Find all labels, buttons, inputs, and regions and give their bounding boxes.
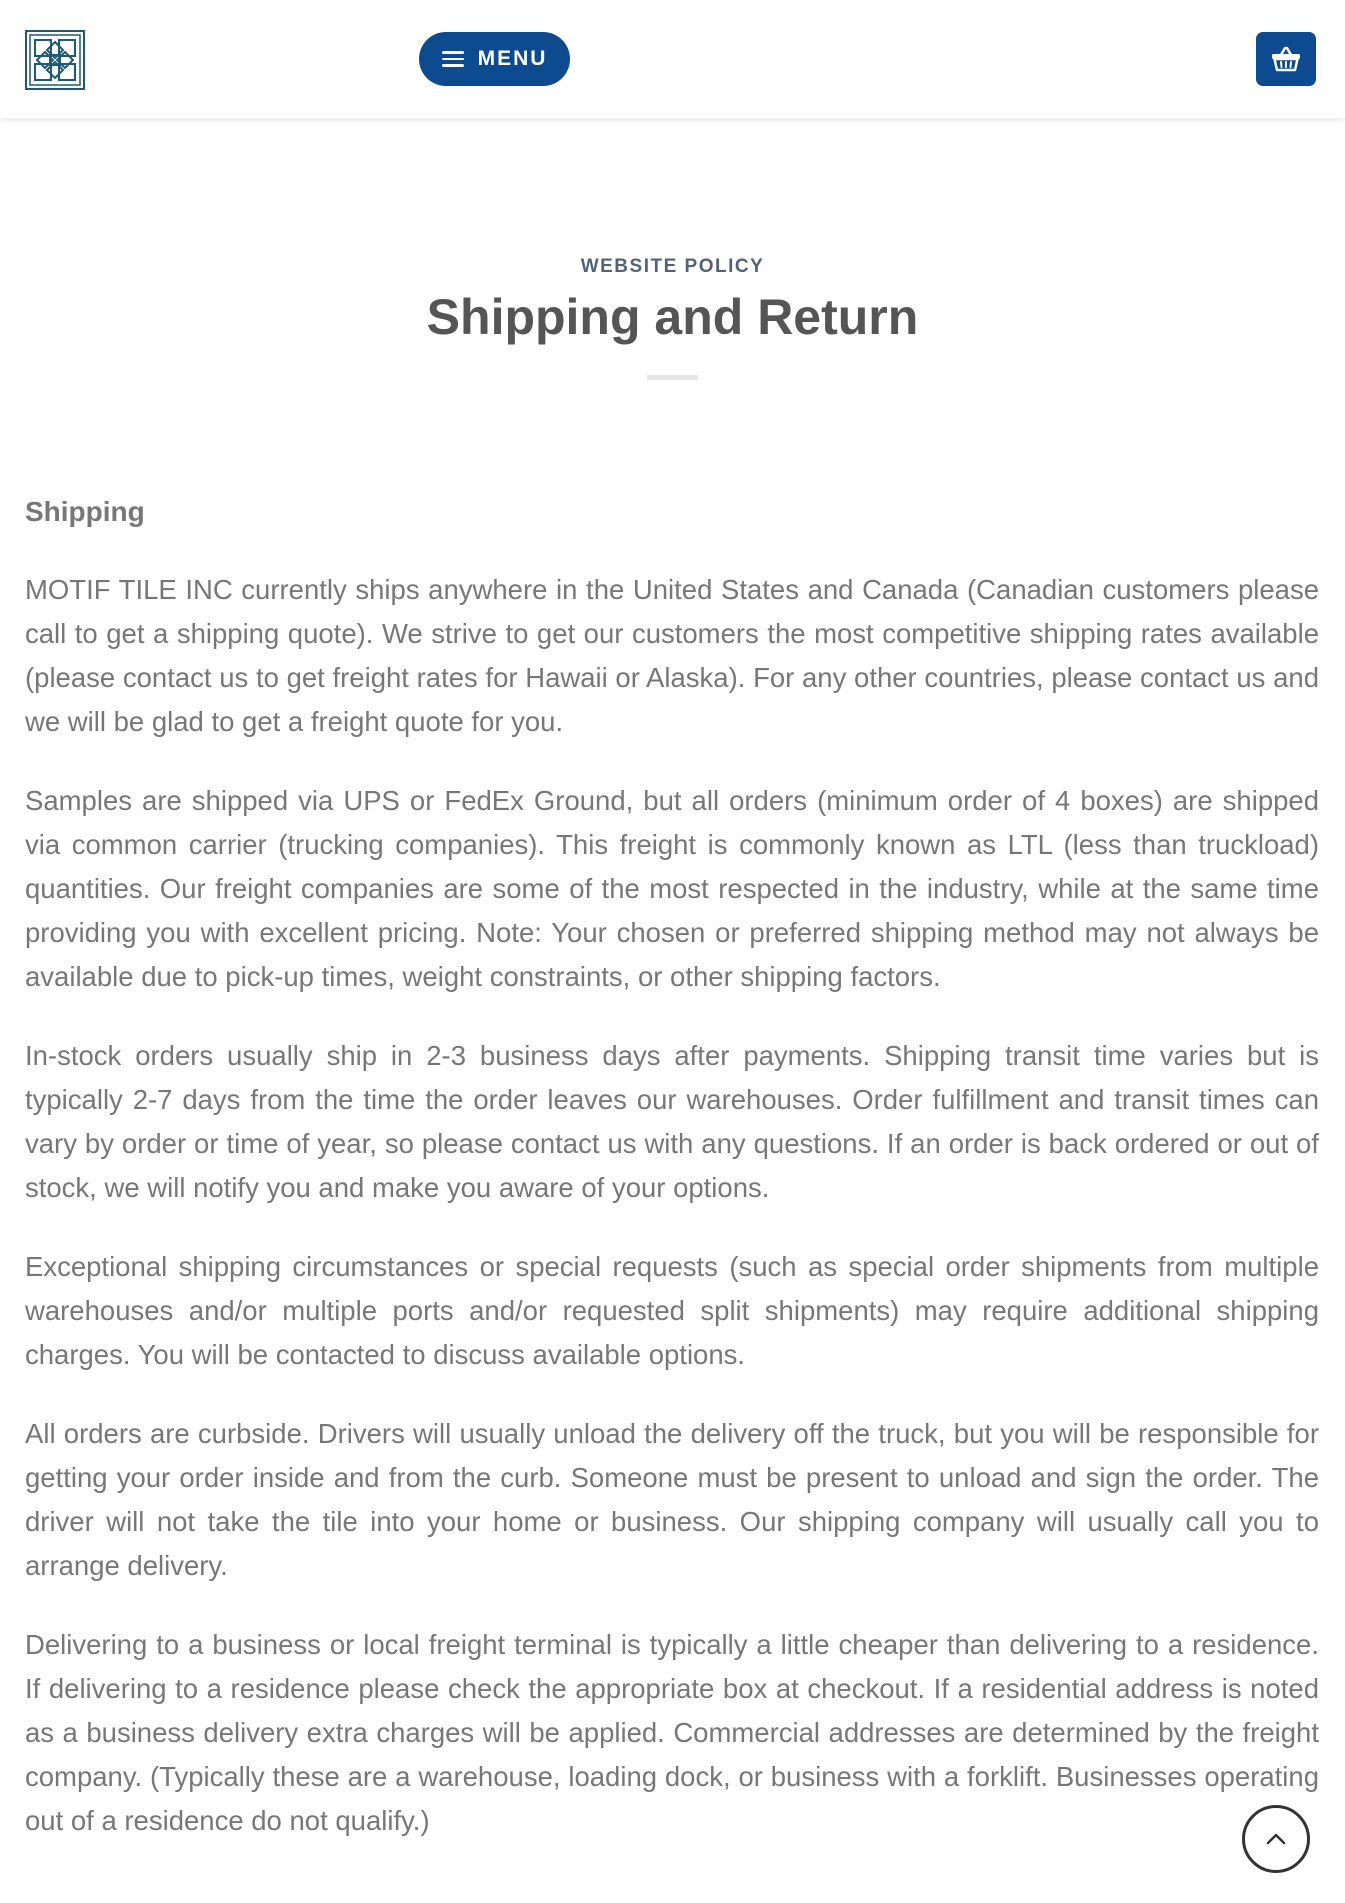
basket-icon bbox=[1271, 46, 1301, 72]
paragraph-transit-times: In-stock orders usually ship in 2-3 business days after payments. Shipping transit time varies but is typically 2-7 days from the time the order leaves our warehouses. Order fulfillment and transit times can vary by order or time of year, so please contact us with any questions. If an order is back ordered or out of stock, we will notify you and make you aware of your options. bbox=[25, 1040, 1319, 1203]
menu-label: MENU bbox=[477, 47, 548, 70]
policy-content bbox=[25, 490, 1319, 1878]
page-subtitle: WEBSITE POLICY bbox=[580, 256, 765, 277]
cart-button[interactable] bbox=[1256, 32, 1316, 86]
back-to-top-button[interactable] bbox=[1242, 1805, 1310, 1873]
paragraph-residential-delivery: Delivering to a business or local freight terminal is typically a little cheaper than delivering to a residence. If delivering to a residence please check the appropriate box at checkout. If a residential address is noted as a business delivery extra charges will be applied. Commercial addresses are determined by the freight company. (Typically these are a warehouse, loading dock, or business with a forklift. Businesses operating out of a residence do not qualify.) bbox=[25, 1629, 1319, 1836]
section-heading-shipping: Shipping bbox=[25, 496, 145, 527]
paragraph-special-requests: Exceptional shipping circumstances or special requests (such as special order shipments from multiple warehouses and/or multiple ports and/or requested split shipments) may require additional shipping charges. You will be contacted to discuss available options. bbox=[25, 1251, 1319, 1370]
paragraph-shipping-regions: MOTIF TILE INC currently ships anywhere in the United States and Canada (Canadian customers please call to get a shipping quote). We strive to get our customers the most competitive shipping rates available (please contact us to get freight rates for Hawaii or Alaska). For any other countries, please contact us and we will be glad to get a freight quote for you. bbox=[25, 574, 1319, 737]
title-divider bbox=[647, 375, 698, 380]
paragraph-carriers: Samples are shipped via UPS or FedEx Ground, but all orders (minimum order of 4 boxes) are shipped via common carrier (trucking companies). This freight is commonly known as LTL (less than truckload) quantities. Our freight companies are some of the most respected in the industry, while at the same time providing you with excellent pricing. Note: Your chosen or preferred shipping method may not always be available due to pick-up times, weight constraints, or other shipping factors. bbox=[25, 785, 1319, 992]
chevron-up-icon bbox=[1265, 1832, 1287, 1846]
tile-pattern-logo[interactable] bbox=[25, 30, 85, 90]
paragraph-curbside-delivery: All orders are curbside. Drivers will usually unload the delivery off the truck, but you will be responsible for getting your order inside and from the curb. Someone must be present to unload and sign the order. The driver will not take the tile into your home or business. Our shipping company will usually call you to arrange delivery. bbox=[25, 1418, 1319, 1581]
site-header bbox=[0, 0, 1345, 118]
page-title: Shipping and Return bbox=[426, 289, 919, 345]
hamburger-icon bbox=[442, 51, 464, 67]
menu-button[interactable] bbox=[419, 32, 570, 86]
